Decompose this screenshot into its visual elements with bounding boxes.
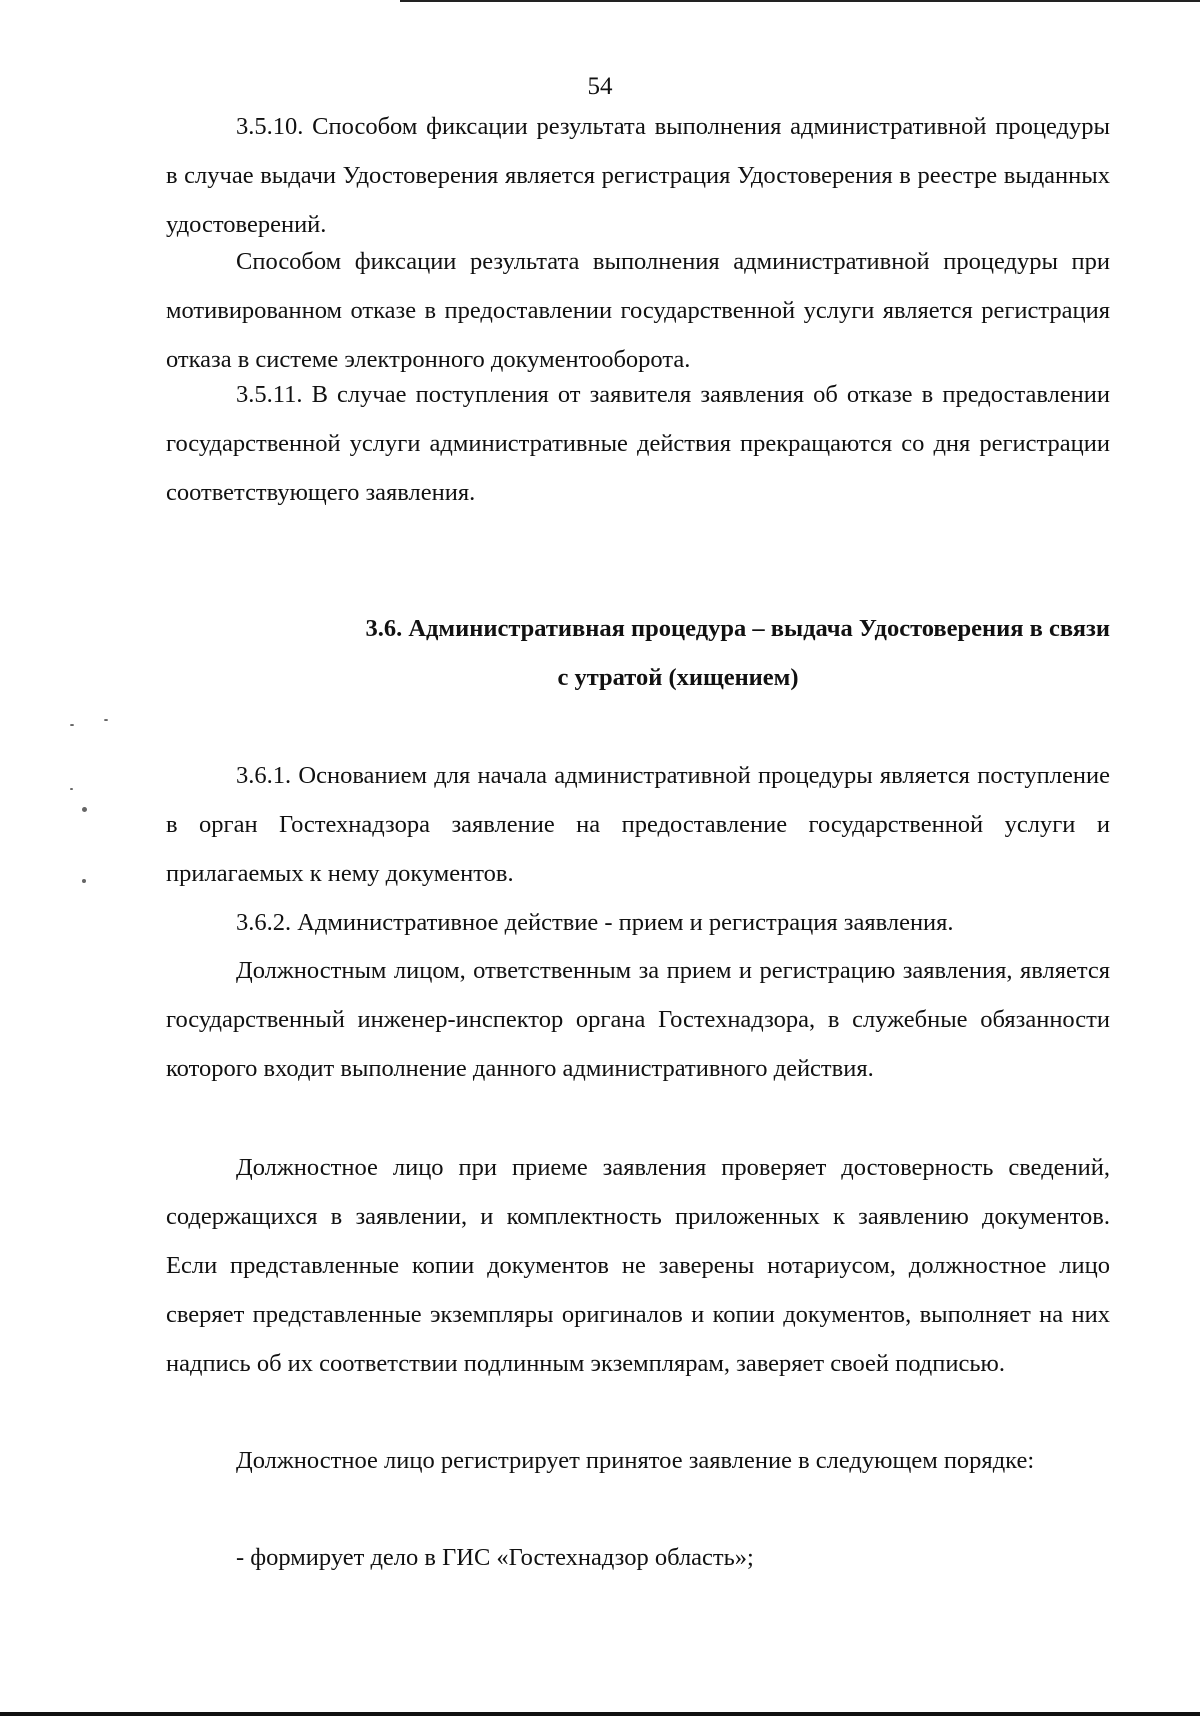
scan-speck — [82, 879, 86, 883]
paragraph-3-5-10: 3.5.10. Способом фиксации результата выполнения административной процедуры в случае выдачи Удостоверения является регистрация Удостоверения в реестре выданных удостоверений. — [166, 113, 1110, 238]
list-item-form-case: - формирует дело в ГИС «Гостехнадзор область»; — [236, 1544, 754, 1571]
section-heading-3-6 — [166, 604, 1110, 702]
paragraph-refusal-fixation: Способом фиксации результата выполнения административной процедуры при мотивированном отказе в предоставлении государственной услуги является регистрация отказа в системе электронного документооборота. — [166, 248, 1110, 373]
scan-speck — [82, 807, 87, 812]
paragraph-3-5-11: 3.5.11. В случае поступления от заявителя заявления об отказе в предоставлении государственной услуги административные действия прекращаются со дня регистрации соответствующего заявления. — [166, 381, 1110, 506]
paragraph-responsible-person: Должностным лицом, ответственным за прием и регистрацию заявления, является государственный инженер-инспектор органа Гостехнадзора, в служебные обязанности которого входит выполнение данного административного действия. — [166, 957, 1110, 1082]
scan-speck — [104, 719, 108, 721]
paragraph-registration-order: Должностное лицо регистрирует принятое заявление в следующем порядке: — [236, 1447, 1035, 1474]
page-number: 54 — [587, 73, 613, 100]
section-heading-line-1: 3.6. Административная процедура – выдача Удостоверения в связи — [365, 615, 1110, 642]
bottom-edge-rule — [0, 1712, 1200, 1716]
scan-speck — [70, 788, 73, 790]
top-edge-rule — [400, 0, 1200, 2]
paragraph-3-6-1: 3.6.1. Основанием для начала административной процедуры является поступление в орган Гостехнадзора заявление на предоставление государственной услуги и прилагаемых к нему документов. — [166, 762, 1110, 887]
paragraph-3-6-2: 3.6.2. Административное действие - прием и регистрация заявления. — [236, 909, 954, 936]
scan-speck — [70, 724, 74, 726]
paragraph-verification: Должностное лицо при приеме заявления проверяет достоверность сведений, содержащихся в заявлении, и комплектность приложенных к заявлению документов. Если представленные копии документов не заверены нотариусом, должностное лицо сверяет представленные экземпляры оригиналов и копии документов, выполняет на них надпись об их соответствии подлинным экземплярам, заверяет своей подписью. — [166, 1154, 1110, 1377]
section-heading-line-2: с утратой (хищением) — [557, 664, 799, 691]
